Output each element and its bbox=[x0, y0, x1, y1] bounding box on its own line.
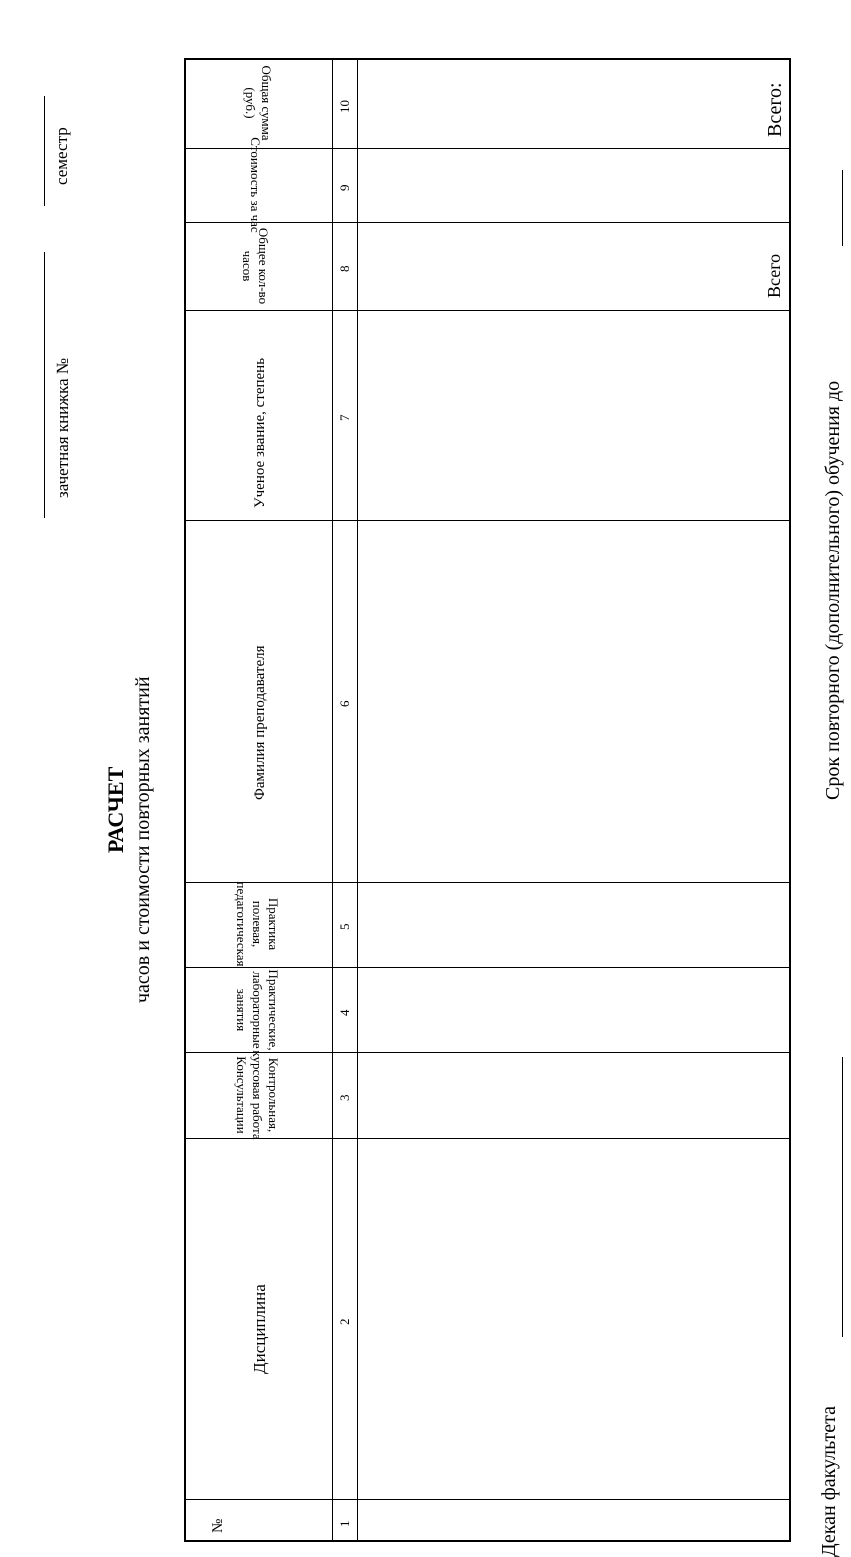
col-number-2: 2 bbox=[337, 1318, 352, 1325]
document-subtitle: часов и стоимости повторных занятий bbox=[132, 676, 154, 1003]
col-number-10: 10 bbox=[337, 100, 352, 113]
term-date-line[interactable] bbox=[842, 170, 843, 246]
col-teacher-header: Фамилия преподавателя bbox=[252, 645, 268, 800]
col-discipline-header: Дисциплина bbox=[250, 1284, 269, 1374]
record-book-label: зачетная книжка № bbox=[53, 357, 72, 498]
term-label: Срок повторного (дополнительного) обучения до bbox=[822, 380, 844, 800]
col-number-6: 6 bbox=[337, 700, 352, 707]
col-number-1: 1 bbox=[337, 1520, 352, 1527]
col-internship-header: Практика полевая, педагогическая bbox=[234, 881, 281, 967]
col-practical-header: Практические, лабораторные занятия bbox=[234, 969, 281, 1051]
col-total-sum-header: Общая сумма (руб.) bbox=[243, 65, 274, 141]
col-total-hours-header: Общее кол-во часов bbox=[240, 227, 271, 305]
total-sum-label: Всего: bbox=[764, 82, 786, 137]
dean-signature-line[interactable] bbox=[842, 1057, 843, 1337]
semester-label: семестр bbox=[52, 127, 71, 185]
col-number-9: 9 bbox=[337, 184, 352, 191]
col-coursework-header: Контрольная, курсовая работа Консультации bbox=[234, 1050, 281, 1140]
col-no-header: № bbox=[210, 1518, 226, 1533]
col-number-4: 4 bbox=[337, 1009, 352, 1016]
col-number-7: 7 bbox=[337, 414, 352, 421]
col-number-5: 5 bbox=[337, 923, 352, 930]
col-number-3: 3 bbox=[337, 1094, 352, 1101]
record-book-blank-line bbox=[44, 252, 45, 518]
col-rank-header: Ученое звание, степень bbox=[252, 357, 268, 508]
col-number-8: 8 bbox=[337, 265, 352, 272]
total-hours-label: Всего bbox=[764, 253, 784, 298]
semester-blank-line bbox=[44, 96, 45, 206]
dean-label: Декан факультета bbox=[818, 1406, 840, 1557]
col-rate-header: Стоимость за час bbox=[248, 137, 263, 233]
document-title: РАСЧЕТ bbox=[103, 766, 128, 853]
